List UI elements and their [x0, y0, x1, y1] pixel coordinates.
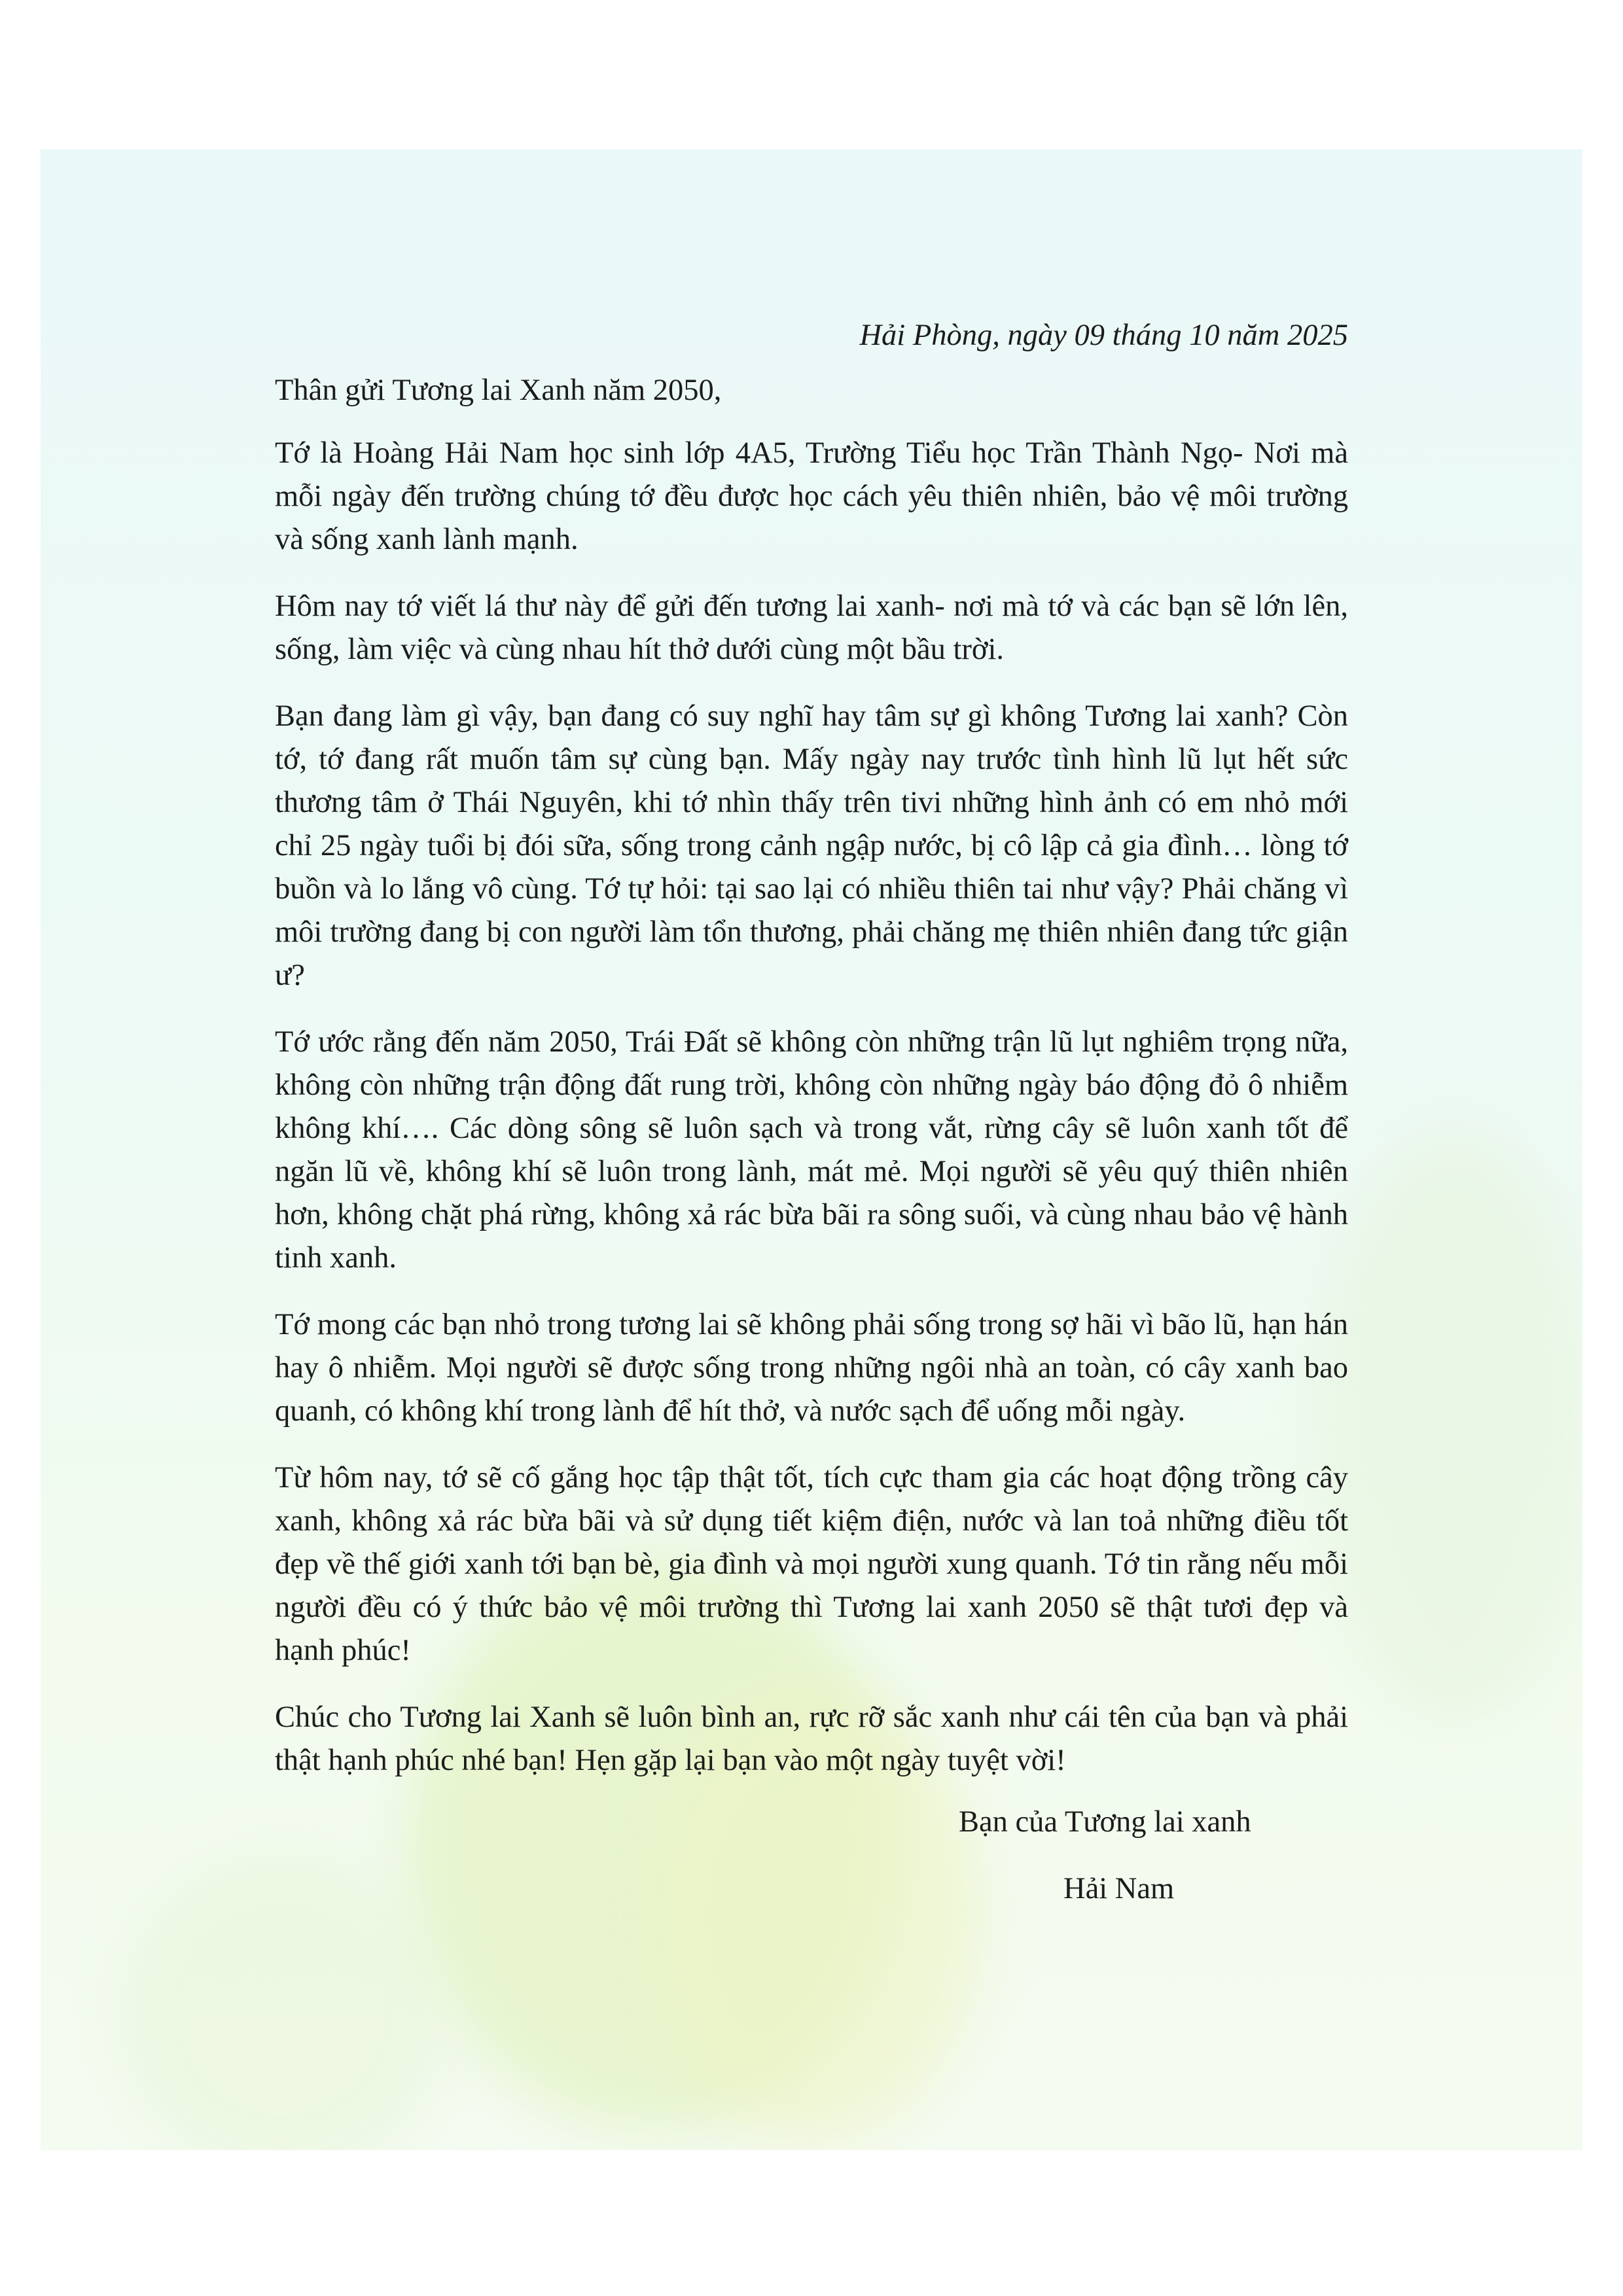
- closing-paragraph: Chúc cho Tương lai Xanh sẽ luôn bình an, rực rỡ sắc xanh như cái tên của bạn và phải thật hạnh phúc nhé bạn! Hẹn gặp lại bạn vào một ngày tuyệt vời!: [275, 1701, 1348, 1777]
- background-glow: [1317, 1131, 1582, 1720]
- paragraph-4: Tớ ước rằng đến năm 2050, Trái Đất sẽ không còn những trận lũ lụt nghiêm trọng nữa, không còn những trận động đất rung trời, không còn những ngày báo động đỏ ô nhiễm không khí…. Các dòng sông sẽ luôn sạch và trong vắt, rừng cây sẽ luôn xanh tốt để ngăn lũ về, không khí sẽ luôn trong lành, mát mẻ. Mọi người sẽ yêu quý thiên nhiên hơn, không chặt phá rừng, không xả rác bừa bãi ra sông suối, và cùng nhau bảo vệ hành tinh xanh.: [275, 1025, 1348, 1275]
- paragraph-2: Hôm nay tớ viết lá thư này để gửi đến tương lai xanh- nơi mà tớ và các bạn sẽ lớn lên, sống, làm việc và cùng nhau hít thở dưới cùng một bầu trời.: [275, 590, 1348, 666]
- date-line: Hải Phòng, ngày 09 tháng 10 năm 2025: [859, 319, 1348, 352]
- signature-sender-line: Bạn của Tương lai xanh: [959, 1805, 1251, 1839]
- paragraph-6: Từ hôm nay, tớ sẽ cố gắng học tập thật tốt, tích cực tham gia các hoạt động trồng cây xanh, không xả rác bừa bãi và sử dụng tiết kiệm điện, nước và lan toả những điều tốt đẹp về thế giới xanh tới bạn bè, gia đình và mọi người xung quanh. Tớ tin rằng nếu mỗi người đều có ý thức bảo vệ môi trường thì Tương lai xanh 2050 sẽ thật tươi đẹp và hạnh phúc!: [275, 1461, 1348, 1667]
- letter-body: [275, 314, 1348, 1911]
- signature-name: Hải Nam: [1063, 1872, 1175, 1905]
- signature-block: [959, 1801, 1348, 1911]
- greeting: Thân gửi Tương lai Xanh năm 2050,: [275, 374, 722, 407]
- paragraph-1: Tớ là Hoàng Hải Nam học sinh lớp 4A5, Trường Tiểu học Trần Thành Ngọ- Nơi mà mỗi ngày đến trường chúng tớ đều được học cách yêu thiên nhiên, bảo vệ môi trường và sống xanh lành mạnh.: [275, 436, 1348, 556]
- paragraph-5: Tớ mong các bạn nhỏ trong tương lai sẽ không phải sống trong sợ hãi vì bão lũ, hạn hán hay ô nhiễm. Mọi người sẽ được sống trong những ngôi nhà an toàn, có cây xanh bao quanh, có không khí trong lành để hít thở, và nước sạch để uống mỗi ngày.: [275, 1308, 1348, 1428]
- paragraph-3: Bạn đang làm gì vậy, bạn đang có suy nghĩ hay tâm sự gì không Tương lai xanh? Còn tớ, tớ đang rất muốn tâm sự cùng bạn. Mấy ngày nay trước tình hình lũ lụt hết sức thương tâm ở Thái Nguyên, khi tớ nhìn thấy trên tivi những hình ảnh có em nhỏ mới chỉ 25 ngày tuổi bị đói sữa, sống trong cảnh ngập nước, bị cô lập cả gia đình… lòng tớ buồn và lo lắng vô cùng. Tớ tự hỏi: tại sao lại có nhiều thiên tai như vậy? Phải chăng vì môi trường đang bị con người làm tổn thương, phải chăng mẹ thiên nhiên đang tức giận ư?: [275, 699, 1348, 992]
